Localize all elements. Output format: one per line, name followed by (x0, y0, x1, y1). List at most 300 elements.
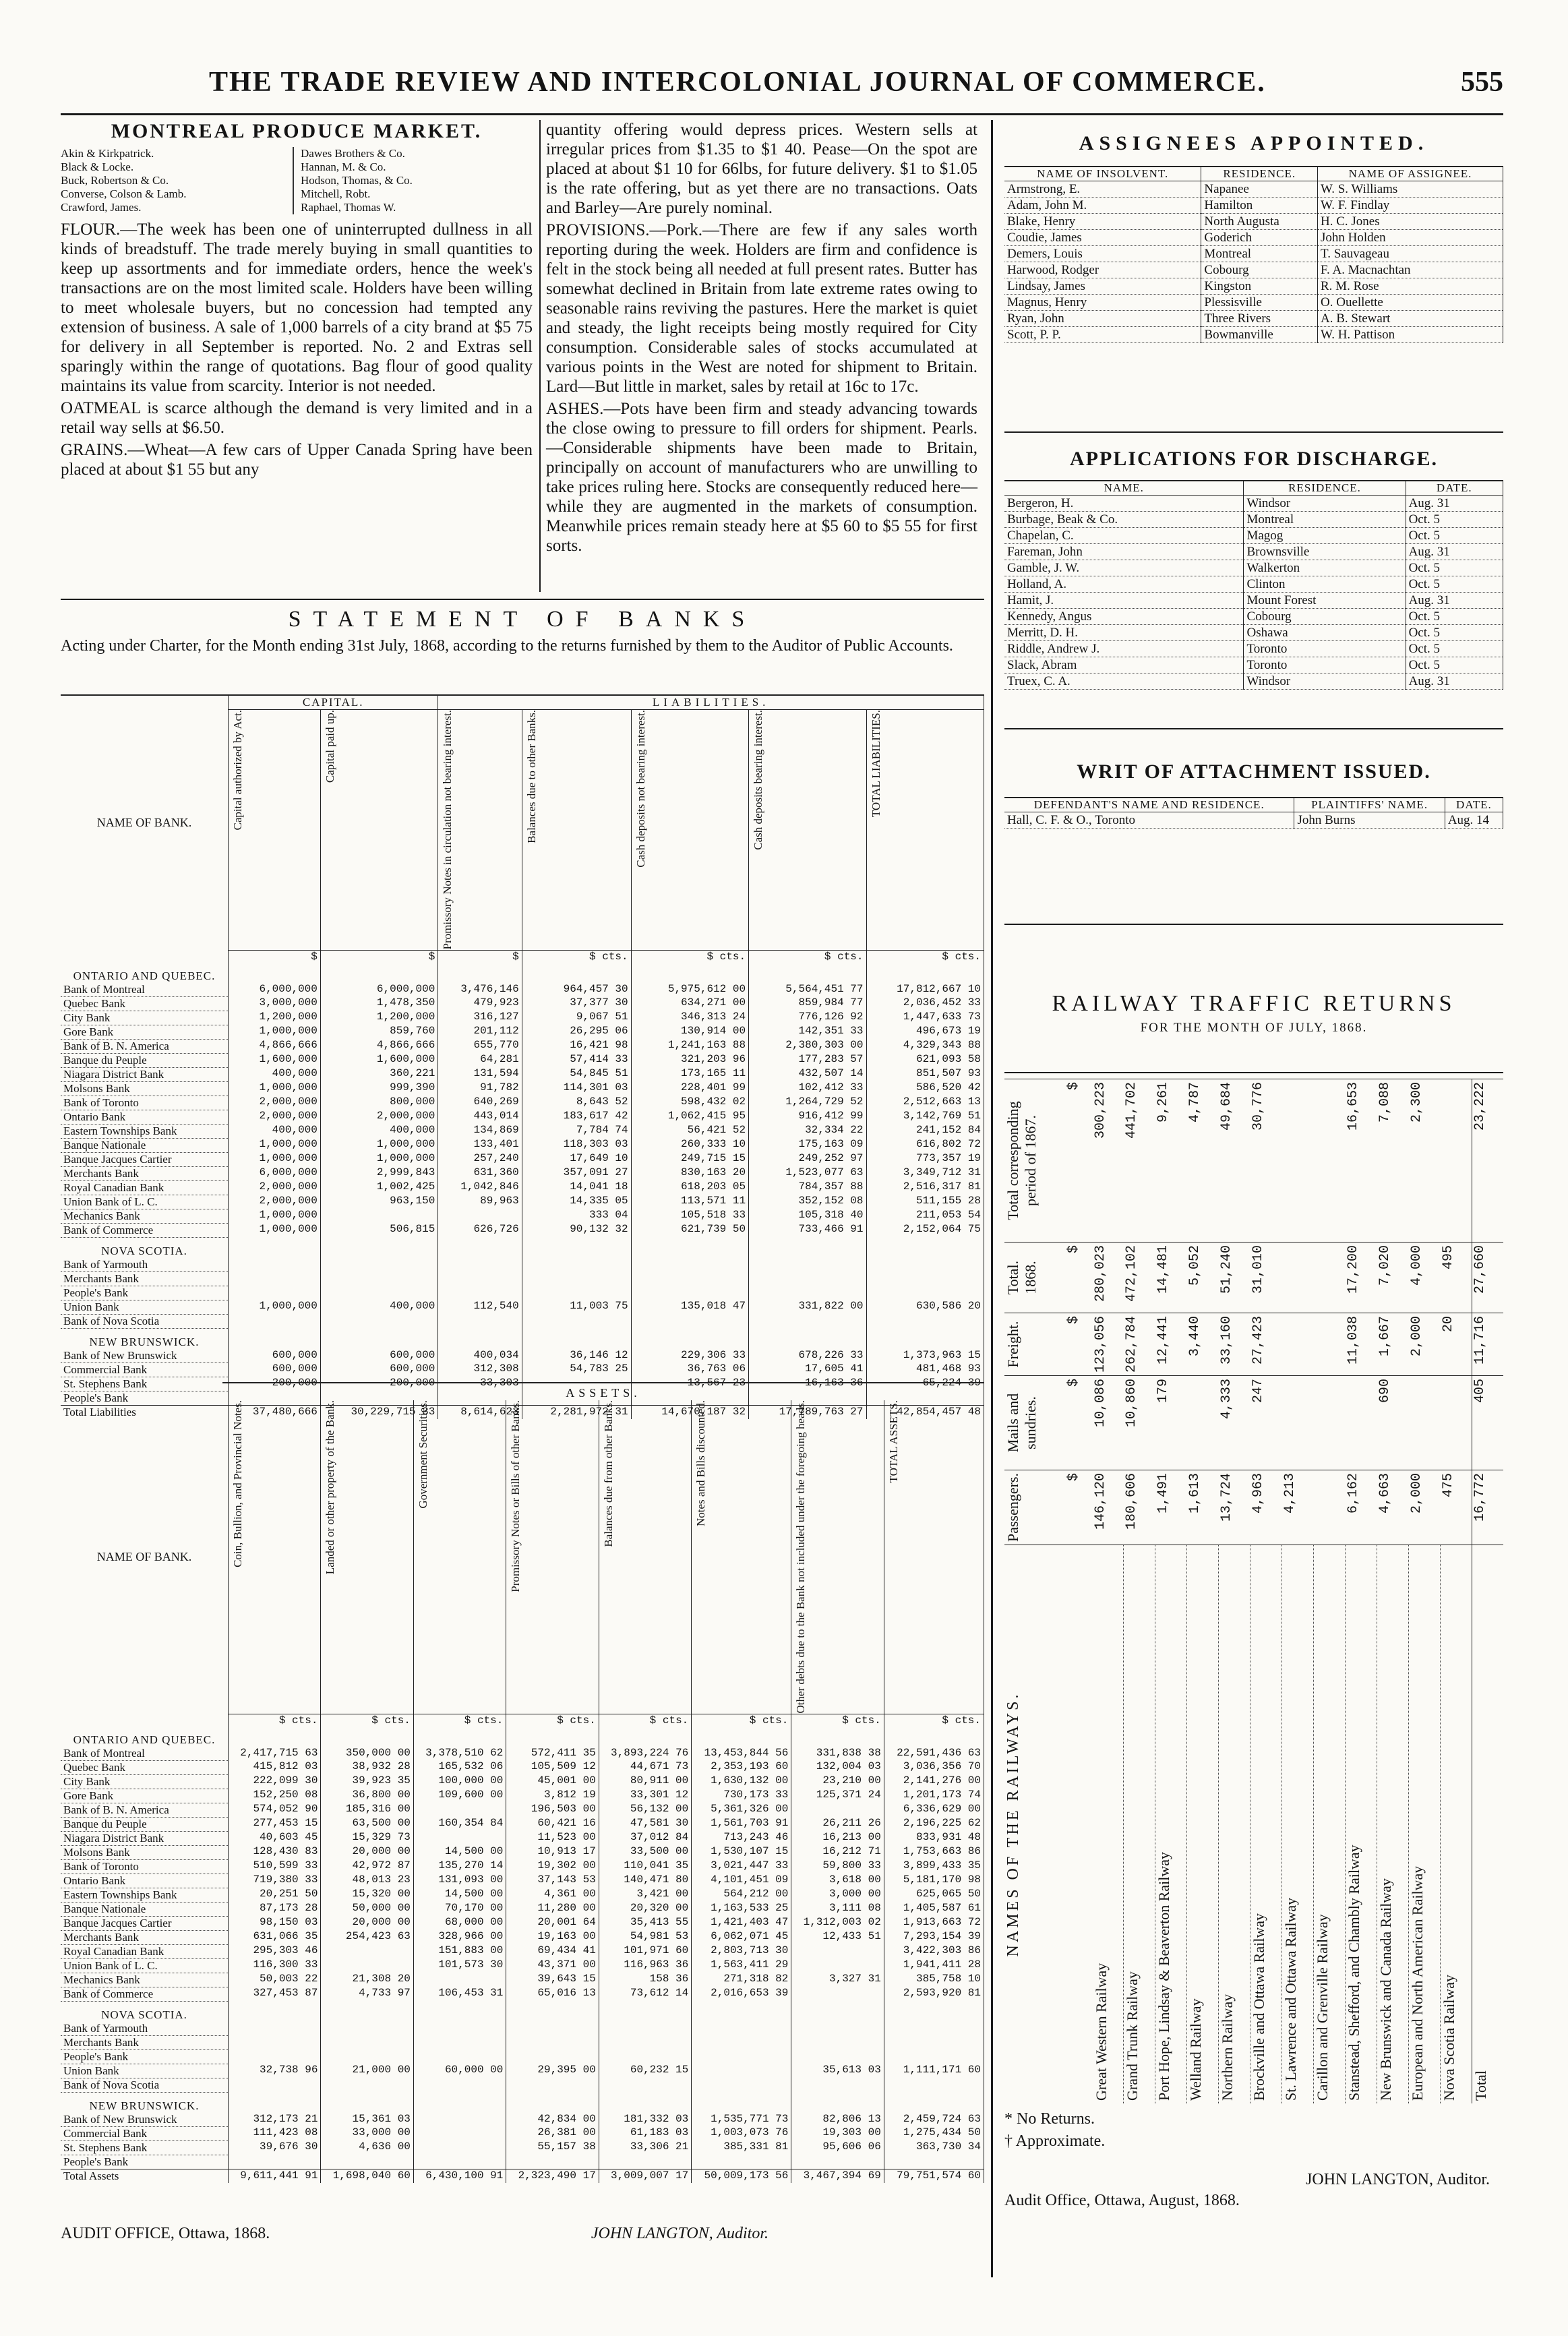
section-spacer-cell (866, 963, 984, 983)
railway-value: 4,213 (1282, 1470, 1314, 1545)
asset-bank-name: Banque Jacques Cartier (61, 1916, 229, 1930)
railway-name: Stanstead, Shefford, and Chambly Railway (1346, 1545, 1377, 2104)
assignee-row (1004, 295, 1503, 311)
asset-value (229, 2035, 321, 2049)
bank-value: 830,163 20 (631, 1166, 748, 1180)
bank-value: 630,586 20 (866, 1300, 984, 1314)
asset-value: 33,301 12 (599, 1789, 691, 1803)
discharge-row (1004, 641, 1503, 657)
railway-value (1282, 1313, 1314, 1376)
bank-name: Union Bank of L. C. (61, 1195, 229, 1209)
asset-total-value: 9,611,441 91 (229, 2169, 321, 2183)
bank-value: 4,866,666 (229, 1039, 321, 1053)
railway-column-header: Total corresponding period of 1867. (1004, 1079, 1066, 1242)
discharge-row (1004, 560, 1503, 576)
asset-value: 39,643 15 (506, 1973, 599, 1987)
asset-bank-name: Eastern Townships Bank (61, 1888, 229, 1902)
banks-heading-block (61, 607, 984, 681)
asset-value: 3,021,447 33 (692, 1859, 791, 1874)
asset-value: 3,327 31 (791, 1973, 884, 1987)
asset-value: 44,671 73 (599, 1760, 691, 1774)
currency-cell: $ (1066, 1313, 1093, 1376)
asset-value: 21,000 00 (321, 2064, 413, 2078)
section-spacer-cell (229, 1727, 321, 1747)
assignee-cell: T. Sauvageau (1318, 246, 1503, 262)
bank-value: 2,380,303 00 (749, 1039, 866, 1053)
assignee-cell: John Holden (1318, 230, 1503, 246)
asset-value (321, 2049, 413, 2064)
bank-value (631, 1286, 748, 1300)
railway-name: New Brunswick and Canada Railway (1377, 1545, 1409, 2104)
asset-value: 21,308 20 (321, 1973, 413, 1987)
asset-value: 4,101,451 09 (692, 1874, 791, 1888)
bank-value: 859,760 (320, 1025, 438, 1039)
currency-cell: $ (1066, 1376, 1093, 1470)
railway-total-value: 405 (1472, 1376, 1503, 1470)
currency-row-spacer (61, 1714, 229, 1727)
asset-value: 4,361 00 (506, 1888, 599, 1902)
section-spacer-cell (320, 1328, 438, 1349)
bank-value: 90,132 32 (522, 1223, 631, 1237)
railway-row (1409, 1079, 1441, 2104)
produce-heading: MONTREAL PRODUCE MARKET. (111, 120, 483, 142)
asset-bank-row (61, 2022, 984, 2036)
asset-value: 33,500 00 (599, 1845, 691, 1859)
asset-value (321, 1958, 413, 1973)
asset-column-label: Other debts due to the Bank not included under the foregoing heads. (794, 1400, 808, 1714)
asset-value: 2,459,724 63 (884, 2113, 984, 2127)
asset-value: 116,963 36 (599, 1958, 691, 1973)
dealer-name: Crawford, James. (61, 201, 142, 214)
bank-name: Quebec Bank (61, 996, 229, 1011)
bank-value: 1,002,425 (320, 1180, 438, 1195)
asset-bank-row (61, 2049, 984, 2064)
bank-value: 400,000 (320, 1300, 438, 1314)
bank-value: 631,360 (438, 1166, 522, 1180)
assignee-cell: F. A. Macnachtan (1318, 262, 1503, 278)
asset-value: 254,423 63 (321, 1930, 413, 1944)
asset-value: 312,173 21 (229, 2113, 321, 2127)
currency-cell: $ cts. (599, 1714, 691, 1727)
asset-value: 38,932 28 (321, 1760, 413, 1774)
bank-value (320, 1209, 438, 1223)
asset-value: 3,422,303 86 (884, 1944, 984, 1958)
asset-bank-name: St. Stephens Bank (61, 2140, 229, 2155)
dealer-name: Dawes Brothers & Co. (301, 147, 405, 160)
journal-title: THE TRADE REVIEW AND INTERCOLONIAL JOURNAL OF COMMERCE. (209, 67, 1266, 98)
assignee-row (1004, 214, 1503, 230)
asset-value: 100,000 00 (413, 1774, 506, 1789)
provisions-paragraph: quantity offering would depress prices. Western sells at irregular prices from $1.35 to $1 40. Pease—On the spot are placed at about $1 10 for 66lbs, for future delivery. $1 to $1.05 is the rate offering, but as yet there are no transactions. Oats and Barley—Are purely nominal. (546, 121, 977, 217)
railway-auditor: JOHN LANGTON, Auditor. (1306, 2171, 1490, 2188)
asset-bank-row (61, 2126, 984, 2140)
bank-value (749, 1271, 866, 1286)
currency-row-spacer (61, 950, 229, 963)
asset-section-title: NEW BRUNSWICK. (61, 2092, 229, 2113)
railway-value (1314, 1242, 1346, 1313)
bank-value: 432,507 14 (749, 1067, 866, 1081)
dealer-names-right (293, 147, 533, 214)
asset-value (229, 2049, 321, 2064)
bank-value: 89,963 (438, 1195, 522, 1209)
section-row (61, 1237, 984, 1258)
asset-column-label: TOTAL ASSETS. (886, 1400, 900, 1483)
asset-value: 33,000 00 (321, 2126, 413, 2140)
bank-value: 177,283 57 (749, 1053, 866, 1067)
railway-value: 49,684 (1219, 1079, 1250, 1242)
bank-name: Bank of Commerce (61, 1223, 229, 1237)
railway-value: 12,441 (1155, 1313, 1187, 1376)
asset-bank-row (61, 1831, 984, 1845)
bank-value: 333 04 (522, 1209, 631, 1223)
asset-value: 160,354 84 (413, 1817, 506, 1831)
bank-value: 173,165 11 (631, 1067, 748, 1081)
discharge-cell: Gamble, J. W. (1004, 560, 1244, 576)
asset-value: 35,413 55 (599, 1916, 691, 1930)
bank-value (522, 1286, 631, 1300)
asset-value: 132,004 03 (791, 1760, 884, 1774)
writ-bottom-rule (1004, 924, 1503, 925)
bank-value: 357,091 27 (522, 1166, 631, 1180)
bank-value (522, 1271, 631, 1286)
asset-value (413, 1973, 506, 1987)
asset-value: 1,111,171 60 (884, 2064, 984, 2078)
asset-bank-name: Union Bank of L. C. (61, 1958, 229, 1973)
asset-value: 625,065 50 (884, 1888, 984, 1902)
bank-row (61, 1258, 984, 1272)
asset-value (413, 2078, 506, 2092)
bank-name: Merchants Bank (61, 1271, 229, 1286)
discharge-cell: Oct. 5 (1406, 560, 1503, 576)
bank-row (61, 1081, 984, 1096)
discharge-cell: Oct. 5 (1406, 576, 1503, 593)
railway-row (1093, 1079, 1124, 2104)
railway-value: 7,020 (1377, 1242, 1409, 1313)
asset-value (884, 2078, 984, 2092)
asset-bank-row (61, 2140, 984, 2155)
assignees-bottom-rule (1004, 431, 1503, 433)
audit-office-line: AUDIT OFFICE, Ottawa, 1868. (61, 2225, 270, 2242)
bank-value: 443,014 (438, 1110, 522, 1124)
asset-value: 1,421,403 47 (692, 1916, 791, 1930)
railway-value (1282, 1242, 1314, 1313)
bank-value: 36,146 12 (522, 1349, 631, 1363)
asset-value: 22,591,436 63 (884, 1747, 984, 1761)
asset-total-value: 50,009,173 56 (692, 2169, 791, 2183)
railway-value: 4,787 (1187, 1079, 1219, 1242)
bank-value (229, 1314, 321, 1328)
bank-value (631, 1271, 748, 1286)
discharge-heading: APPLICATIONS FOR DISCHARGE. (1070, 448, 1438, 470)
writ-heading: WRIT OF ATTACHMENT ISSUED. (1077, 760, 1431, 783)
section-spacer-cell (631, 1328, 748, 1349)
asset-value (791, 1958, 884, 1973)
railway-heading-block (1004, 991, 1503, 1072)
asset-value: 2,016,653 39 (692, 1987, 791, 2001)
bank-row (61, 1271, 984, 1286)
asset-value: 101,573 30 (413, 1958, 506, 1973)
liability-column-label: Capital authorized by Act. (231, 710, 244, 831)
asset-value: 6,062,071 45 (692, 1930, 791, 1944)
bank-row (61, 1223, 984, 1237)
asset-value: 350,000 00 (321, 1747, 413, 1761)
bank-value: 17,605 41 (749, 1362, 866, 1377)
asset-value: 6,336,629 00 (884, 1803, 984, 1817)
asset-value: 363,730 34 (884, 2140, 984, 2155)
dealer-name: Hannan, M. & Co. (301, 160, 386, 173)
writ-table-body (1004, 812, 1503, 829)
bank-value: 228,401 99 (631, 1081, 748, 1096)
asset-bank-row (61, 1845, 984, 1859)
page-header (61, 66, 1503, 107)
discharge-cell: Riddle, Andrew J. (1004, 641, 1244, 657)
liability-column-label: Balances due to other Banks. (524, 710, 538, 843)
assignee-cell: North Augusta (1201, 214, 1318, 230)
asset-value (413, 1831, 506, 1845)
currency-cell: $ (1066, 1079, 1093, 1242)
asset-column-header (884, 1400, 984, 1714)
railway-row (1124, 1079, 1155, 2104)
bank-value: 1,523,077 63 (749, 1166, 866, 1180)
section-spacer-cell (229, 1328, 321, 1349)
bank-value (866, 1314, 984, 1328)
railway-value: 472,102 (1124, 1242, 1155, 1313)
asset-value: 3,036,356 70 (884, 1760, 984, 1774)
asset-value: 56,132 00 (599, 1803, 691, 1817)
asset-bank-row (61, 1930, 984, 1944)
asset-column-header (413, 1400, 506, 1714)
asset-value (692, 2022, 791, 2036)
asset-value: 50,000 00 (321, 1902, 413, 1916)
assignee-cell: Demers, Louis (1004, 246, 1201, 262)
asset-value: 1,530,107 15 (692, 1845, 791, 1859)
writ-row (1004, 812, 1503, 829)
asset-value: 151,883 00 (413, 1944, 506, 1958)
asset-value: 55,157 38 (506, 2140, 599, 2155)
discharge-column-header: RESIDENCE. (1244, 481, 1406, 496)
bank-value: 316,127 (438, 1011, 522, 1025)
bank-value: 506,815 (320, 1223, 438, 1237)
section-spacer-cell (692, 1727, 791, 1747)
currency-cell: $ (1066, 1470, 1093, 1545)
discharge-cell: Cobourg (1244, 609, 1406, 625)
currency-cell: $ (438, 950, 522, 963)
railway-column-header: Freight. (1004, 1313, 1066, 1376)
asset-value: 40,603 45 (229, 1831, 321, 1845)
asset-bank-name: Union Bank (61, 2064, 229, 2078)
bank-value: 1,373,963 15 (866, 1349, 984, 1363)
assignees-column-headers (1004, 167, 1503, 181)
asset-value (321, 1944, 413, 1958)
currency-cell: $ (229, 950, 321, 963)
discharge-row (1004, 673, 1503, 690)
discharge-column-header: DATE. (1406, 481, 1503, 496)
asset-value: 295,303 46 (229, 1944, 321, 1958)
asset-column-header (229, 1400, 321, 1714)
bank-value: 1,600,000 (320, 1053, 438, 1067)
asset-value (791, 1803, 884, 1817)
asset-value: 719,380 33 (229, 1874, 321, 1888)
bank-value: 11,003 75 (522, 1300, 631, 1314)
asset-value: 125,371 24 (791, 1789, 884, 1803)
currency-cell: $ (1066, 1242, 1093, 1313)
railway-value: 14,481 (1155, 1242, 1187, 1313)
bank-row (61, 1138, 984, 1152)
asset-value: 33,306 21 (599, 2140, 691, 2155)
discharge-cell: Oct. 5 (1406, 528, 1503, 544)
railway-value: 2,000 (1409, 1470, 1441, 1545)
asset-value: 59,800 33 (791, 1859, 884, 1874)
railway-column-header: Passengers. (1004, 1470, 1066, 1545)
asset-value (692, 2078, 791, 2092)
section-spacer-cell (631, 1237, 748, 1258)
bank-value: 14,335 05 (522, 1195, 631, 1209)
dealer-name: Akin & Kirkpatrick. (61, 147, 154, 160)
bank-name: Bank of Yarmouth (61, 1258, 229, 1272)
section-spacer-cell (229, 963, 321, 983)
bank-row (61, 1209, 984, 1223)
section-spacer-cell (229, 2092, 321, 2113)
bank-value (229, 1286, 321, 1300)
liability-column-header (229, 710, 321, 951)
asset-value: 87,173 28 (229, 1902, 321, 1916)
bank-name: Union Bank (61, 1300, 229, 1314)
railway-value: 11,038 (1346, 1313, 1377, 1376)
discharge-row (1004, 609, 1503, 625)
railway-value: 1,613 (1187, 1470, 1219, 1545)
writ-cell: Hall, C. F. & O., Toronto (1004, 812, 1294, 829)
bank-row (61, 1362, 984, 1377)
railway-value: 13,724 (1219, 1470, 1250, 1545)
asset-column-label: Notes and Bills discounted. (694, 1400, 708, 1526)
section-spacer-cell (321, 2001, 413, 2022)
bank-name: Ontario Bank (61, 1110, 229, 1124)
asset-bank-name: People's Bank (61, 2049, 229, 2064)
assignees-heading: ASSIGNEES APPOINTED. (1079, 132, 1429, 154)
asset-bank-name: Merchants Bank (61, 2035, 229, 2049)
asset-value: 110,041 35 (599, 1859, 691, 1874)
asset-value (692, 2155, 791, 2169)
bank-value: 13,567 23 (631, 1377, 748, 1391)
asset-bank-name: Bank of Commerce (61, 1987, 229, 2001)
asset-value (321, 2035, 413, 2049)
asset-section-title: ONTARIO AND QUEBEC. (61, 1727, 229, 1747)
asset-value: 32,738 96 (229, 2064, 321, 2078)
asset-value: 1,941,411 28 (884, 1958, 984, 1973)
discharge-column-header: NAME. (1004, 481, 1244, 496)
asset-value: 98,150 03 (229, 1916, 321, 1930)
asset-value: 101,971 60 (599, 1944, 691, 1958)
asset-value (321, 2155, 413, 2169)
asset-value: 26,381 00 (506, 2126, 599, 2140)
discharge-cell: Merritt, D. H. (1004, 625, 1244, 641)
bank-value: 54,783 25 (522, 1362, 631, 1377)
assignee-cell: Hamilton (1201, 198, 1318, 214)
asset-value (692, 2035, 791, 2049)
bank-value: 3,142,769 51 (866, 1110, 984, 1124)
bank-value: 16,163 36 (749, 1377, 866, 1391)
railway-value (1187, 1376, 1219, 1470)
bank-value: 600,000 (320, 1362, 438, 1377)
bank-row (61, 996, 984, 1011)
asset-bank-name: Molsons Bank (61, 1845, 229, 1859)
asset-value: 385,758 10 (884, 1973, 984, 1987)
assignee-row (1004, 181, 1503, 198)
bank-value: 1,000,000 (229, 1025, 321, 1039)
asset-total-value: 2,323,490 17 (506, 2169, 599, 2183)
bank-value: 1,000,000 (320, 1152, 438, 1166)
asset-value: 14,500 00 (413, 1888, 506, 1902)
assignee-cell: W. H. Pattison (1318, 327, 1503, 343)
bank-value: 183,617 42 (522, 1110, 631, 1124)
total-value: 37,480,666 (229, 1405, 321, 1419)
bank-value: 105,518 33 (631, 1209, 748, 1223)
asset-bank-name-header: NAME OF BANK. (61, 1400, 229, 1714)
railway-total-value: 11,716 (1472, 1313, 1503, 1376)
asset-value: 196,503 00 (506, 1803, 599, 1817)
asset-value: 1,201,173 74 (884, 1789, 984, 1803)
liability-column-label: TOTAL LIABILITIES. (869, 710, 882, 818)
railway-name: Great Western Railway (1093, 1545, 1124, 2104)
assignee-cell: R. M. Rose (1318, 278, 1503, 295)
railway-value: 17,200 (1346, 1242, 1377, 1313)
asset-value (791, 2022, 884, 2036)
discharge-cell: Chapelan, C. (1004, 528, 1244, 544)
bank-value: 65,224 39 (866, 1377, 984, 1391)
dealer-name: Converse, Colson & Lamb. (61, 187, 187, 200)
asset-column-header (791, 1400, 884, 1714)
asset-bank-row (61, 2064, 984, 2078)
railway-value: 6,162 (1346, 1470, 1377, 1545)
assignee-column-header: NAME OF ASSIGNEE. (1318, 167, 1503, 181)
bank-name-header: NAME OF BANK. (61, 695, 229, 950)
section-spacer-cell (506, 2001, 599, 2022)
bank-value (749, 1314, 866, 1328)
assignee-cell: Adam, John M. (1004, 198, 1201, 214)
section-spacer-cell (506, 2092, 599, 2113)
asset-value: 181,332 03 (599, 2113, 691, 2127)
dealer-name: Hodson, Thomas, & Co. (301, 174, 413, 187)
asset-value: 106,453 31 (413, 1987, 506, 2001)
bank-value: 773,357 19 (866, 1152, 984, 1166)
section-title: ONTARIO AND QUEBEC. (61, 963, 229, 983)
currency-cell: $ cts. (791, 1714, 884, 1727)
assignee-cell: Blake, Henry (1004, 214, 1201, 230)
asset-bank-row (61, 2113, 984, 2127)
railway-value: 4,333 (1219, 1376, 1250, 1470)
asset-value: 12,433 51 (791, 1930, 884, 1944)
bank-value: 331,822 00 (749, 1300, 866, 1314)
asset-section-row (61, 1727, 984, 1747)
bank-name: Gore Bank (61, 1025, 229, 1039)
bank-value: 2,512,663 13 (866, 1096, 984, 1110)
discharge-cell: Slack, Abram (1004, 657, 1244, 673)
bank-value (320, 1271, 438, 1286)
railway-name: Carillon and Grenville Railway (1314, 1545, 1346, 2104)
asset-value: 61,183 03 (599, 2126, 691, 2140)
railway-value: 31,010 (1250, 1242, 1282, 1313)
bank-value: 496,673 19 (866, 1025, 984, 1039)
bank-value: 200,000 (229, 1377, 321, 1391)
asset-value (599, 2155, 691, 2169)
asset-bank-row (61, 1958, 984, 1973)
asset-value: 10,913 17 (506, 1845, 599, 1859)
asset-value: 47,581 30 (599, 1817, 691, 1831)
asset-value: 833,931 48 (884, 1831, 984, 1845)
asset-value: 39,923 35 (321, 1774, 413, 1789)
section-spacer-cell (791, 1727, 884, 1747)
asset-value (413, 2126, 506, 2140)
